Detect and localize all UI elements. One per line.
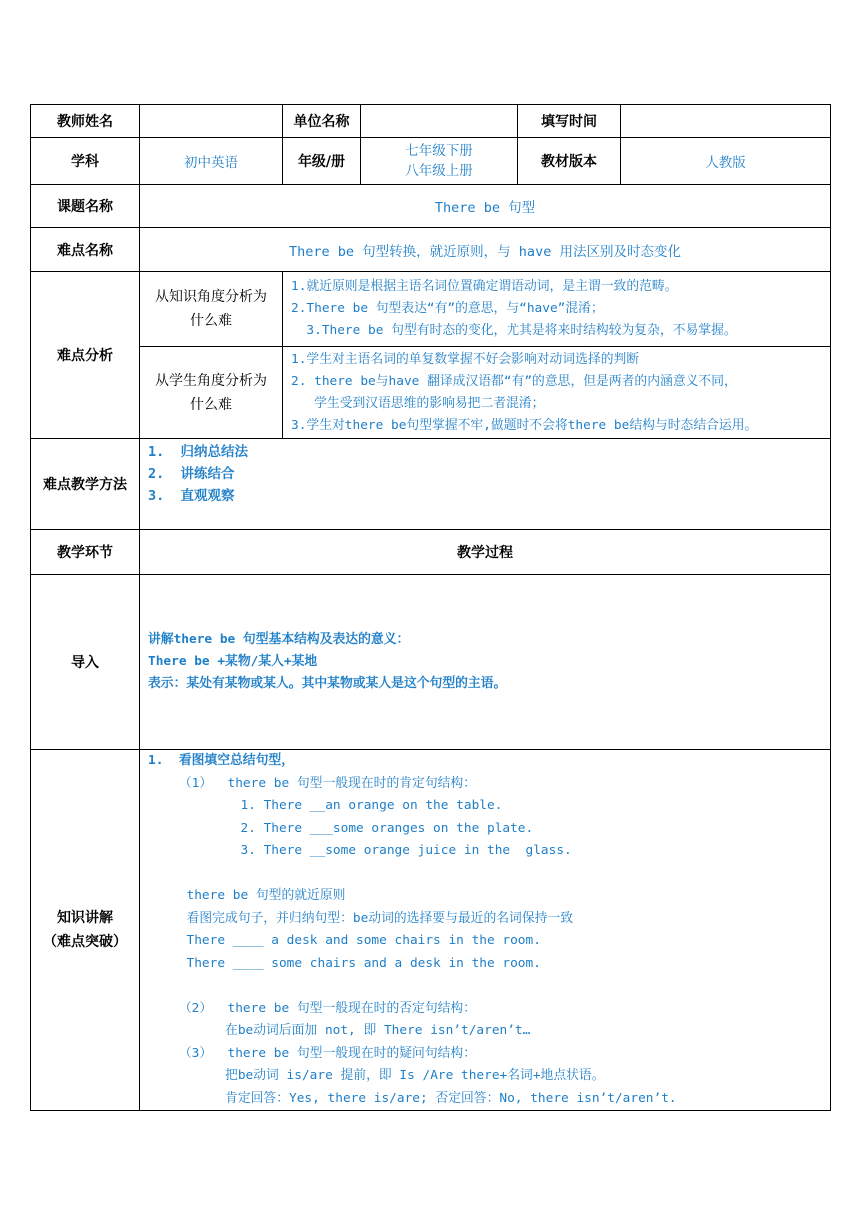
knowledge-line: There ____ a desk and some chairs in the room. [148, 933, 541, 948]
topic-label: 课题名称 [31, 185, 140, 228]
knowledge-line: there be 句型的就近原则 [148, 888, 346, 903]
intro-row [31, 575, 831, 750]
student-angle-label [140, 347, 283, 439]
methods-label: 难点教学方法 [31, 439, 140, 530]
student-point: 学生受到汉语思维的影响易把二者混淆； [291, 395, 545, 411]
header-row [31, 105, 831, 138]
process-stage-header: 教学环节 [31, 530, 140, 575]
intro-line: 讲解there be 句型基本结构及表达的意义： [148, 632, 410, 647]
knowledge-angle-label-1: 从知识角度分析为 [155, 289, 267, 305]
knowledge-line [148, 863, 830, 886]
knowledge-label [31, 750, 140, 1111]
student-angle-label-1: 从学生角度分析为 [155, 372, 267, 389]
knowledge-line: 3. There __some orange juice in the glass. [148, 843, 572, 858]
knowledge-line: 2. There ___some oranges on the plate. [148, 820, 534, 836]
student-point: 1.学生对主语名词的单复数掌握不好会影响对动词选择的判断 [291, 351, 640, 367]
knowledge-content [140, 750, 831, 1111]
subject-row [31, 138, 831, 185]
teacher-name-field[interactable] [140, 105, 283, 138]
grade-label: 年级/册 [283, 138, 361, 185]
topic-value: There be 句型 [140, 185, 831, 228]
knowledge-line: 肯定回答：Yes, there is/are; 否定回答：No, there isn’t/aren’t. [148, 1090, 677, 1106]
methods-row [31, 439, 831, 530]
knowledge-line: 把be动词 is/are 提前，即 Is /Are there+名词+地点状语。 [148, 1068, 605, 1083]
knowledge-line: （1） there be 句型一般现在时的肯定句结构： [148, 775, 477, 791]
teacher-name-label: 教师姓名 [31, 105, 140, 138]
knowledge-line [148, 975, 830, 998]
analysis-knowledge-row [31, 272, 831, 347]
student-point: 3.学生对there be句型掌握不牢,做题时不会将there be结构与时态结合运用。 [291, 417, 758, 433]
process-header-row [31, 530, 831, 575]
analysis-student-row [31, 347, 831, 439]
knowledge-point: 3.There be 句型有时态的变化，尤其是将来时结构较为复杂，不易掌握。 [291, 323, 737, 338]
knowledge-line: 看图完成句子，并归纳句型：be动词的选择要与最近的名词保持一致 [148, 910, 574, 926]
lesson-plan-table [30, 104, 831, 1111]
knowledge-line: （3） there be 句型一般现在时的疑问句结构： [148, 1045, 477, 1061]
knowledge-line: 1. 看图填空总结句型， [148, 753, 294, 768]
intro-content [140, 575, 831, 750]
knowledge-line: There ____ some chairs and a desk in the room. [148, 955, 541, 971]
fill-time-field[interactable] [621, 105, 831, 138]
difficulty-label: 难点名称 [31, 228, 140, 272]
knowledge-angle-label [140, 272, 283, 347]
difficulty-value: There be 句型转换，就近原则，与 have 用法区别及时态变化 [140, 228, 831, 272]
knowledge-row [31, 750, 831, 1111]
process-content-header: 教学过程 [140, 530, 831, 575]
intro-line: 表示：某处有某物或某人。其中某物或某人是这个句型的主语。 [148, 676, 507, 691]
intro-line: There be +某物/某人+某地 [148, 654, 318, 669]
grade-value-2: 八年级上册 [405, 163, 473, 179]
knowledge-point: 1.就近原则是根据主语名词位置确定谓语动词，是主谓一致的范畴。 [291, 279, 678, 294]
unit-label: 单位名称 [283, 105, 361, 138]
unit-field[interactable] [361, 105, 518, 138]
topic-row [31, 185, 831, 228]
subject-label: 学科 [31, 138, 140, 185]
method-item: 3. 直观观察 [148, 488, 235, 504]
method-item: 2. 讲练结合 [148, 466, 235, 482]
analysis-label: 难点分析 [31, 272, 140, 439]
methods-list [140, 439, 831, 530]
subject-value: 初中英语 [140, 138, 283, 185]
knowledge-label-2: （难点突破） [43, 934, 127, 950]
student-angle-label-2: 什么难 [190, 396, 232, 413]
knowledge-line: （2） there be 句型一般现在时的否定句结构： [148, 1000, 477, 1016]
grade-value-1: 七年级下册 [405, 143, 473, 159]
method-item: 1. 归纳总结法 [148, 444, 249, 460]
knowledge-label-1: 知识讲解 [57, 910, 113, 926]
edition-value: 人教版 [621, 138, 831, 185]
knowledge-point: 2.There be 句型表达“有”的意思，与“have”混淆； [291, 301, 604, 316]
knowledge-line: 1. There __an orange on the table. [148, 798, 503, 813]
student-points [283, 347, 831, 439]
intro-label: 导入 [31, 575, 140, 750]
knowledge-points [283, 272, 831, 347]
fill-time-label: 填写时间 [518, 105, 621, 138]
grade-value [361, 138, 518, 185]
difficulty-row [31, 228, 831, 272]
knowledge-line: 在be动词后面加 not, 即 There isn’t/aren’t… [148, 1023, 531, 1038]
edition-label: 教材版本 [518, 138, 621, 185]
student-point: 2. there be与have 翻译成汉语都“有”的意思，但是两者的内涵意义不同， [291, 373, 737, 389]
knowledge-angle-label-2: 什么难 [190, 313, 232, 329]
